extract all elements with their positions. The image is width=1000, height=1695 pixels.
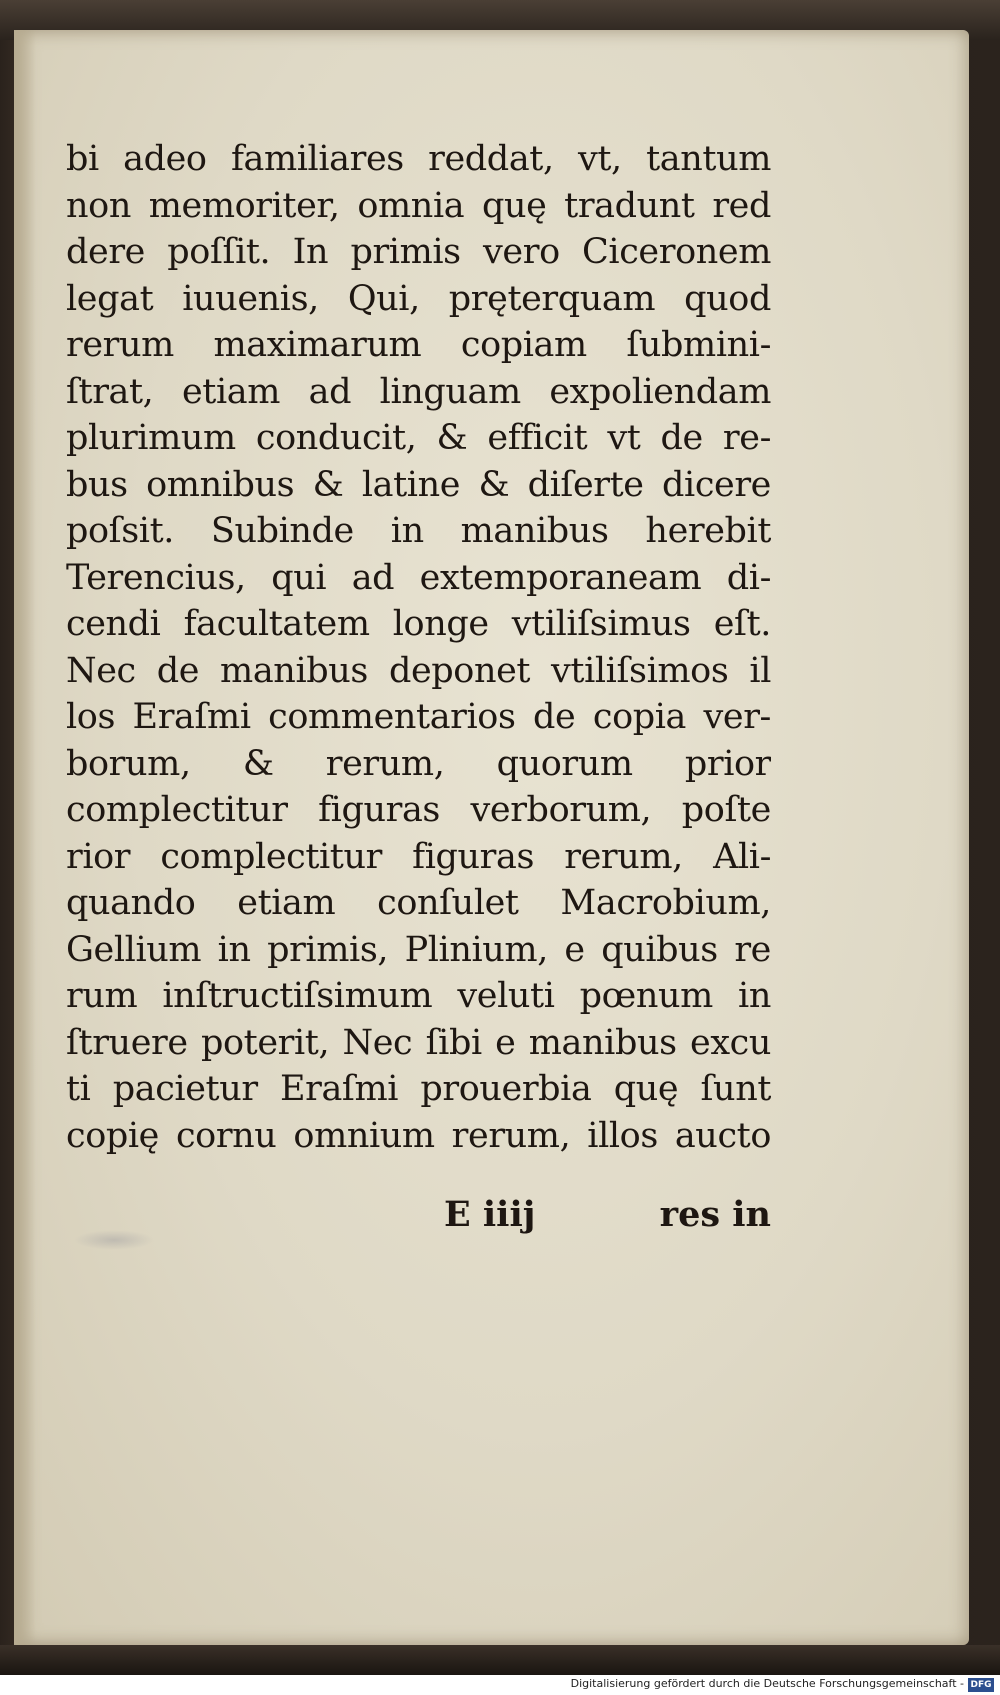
dfg-logo-icon: DFG — [968, 1678, 994, 1692]
bleed-through-smudge — [74, 1230, 154, 1250]
text-line: ti pacietur Eraſmi prouerbia quę ſunt — [66, 1069, 771, 1109]
text-line: Nec de manibus deponet vtiliſsimos il — [66, 650, 771, 691]
signature-mark: E iiij — [444, 1194, 536, 1235]
text-line: poſsit. Subinde in manibus herebit — [66, 511, 771, 551]
page-footer — [66, 1194, 771, 1244]
text-line: Gellium in primis, Plinium, e quibus re — [66, 929, 771, 970]
text-line: legat iuuenis, Qui, pręterquam quod — [66, 278, 771, 319]
book-page — [14, 30, 969, 1645]
text-line: dere poſſit. In primis vero Ciceronem — [66, 232, 771, 272]
text-line: rum inſtructiſsimum veluti pœnum in — [66, 976, 771, 1016]
credit-bar — [0, 1675, 1000, 1695]
text-line: quando etiam conſulet Macrobium, — [66, 883, 771, 923]
catchword: res in — [659, 1194, 771, 1235]
text-line: non memoriter, omnia quę tradunt red — [66, 185, 771, 226]
scan-bottom-edge — [0, 1645, 1000, 1675]
text-line: rior complectitur figuras rerum, Ali- — [66, 836, 771, 877]
text-line: cendi facultatem longe vtiliſsimus eſt. — [66, 604, 771, 644]
digitization-credit: Digitalisierung gefördert durch die Deutsche Forschungsgemeinschaft - — [570, 1677, 964, 1690]
text-line: bi adeo familiares reddat, vt, tantum — [66, 139, 771, 179]
text-line: rerum maximarum copiam ſubmini- — [66, 325, 771, 365]
text-line: ſtrat, etiam ad linguam expoliendam — [66, 371, 771, 412]
text-line: complectitur figuras verborum, poſte — [66, 790, 771, 830]
text-line: plurimum conducit, & efficit vt de re- — [66, 418, 771, 458]
text-line: copię cornu omnium rerum, illos aucto — [66, 1115, 771, 1156]
text-line: los Eraſmi commentarios de copia ver- — [66, 697, 771, 737]
page-gutter-shadow — [14, 30, 36, 1645]
text-line: ſtruere poterit, Nec ſibi e manibus excu — [66, 1022, 771, 1063]
text-line: borum, & rerum, quorum prior — [66, 743, 771, 784]
text-line: Terencius, qui ad extemporaneam di- — [66, 557, 771, 598]
page-text — [66, 136, 771, 1159]
text-line: bus omnibus & latine & diſerte dicere — [66, 464, 771, 505]
